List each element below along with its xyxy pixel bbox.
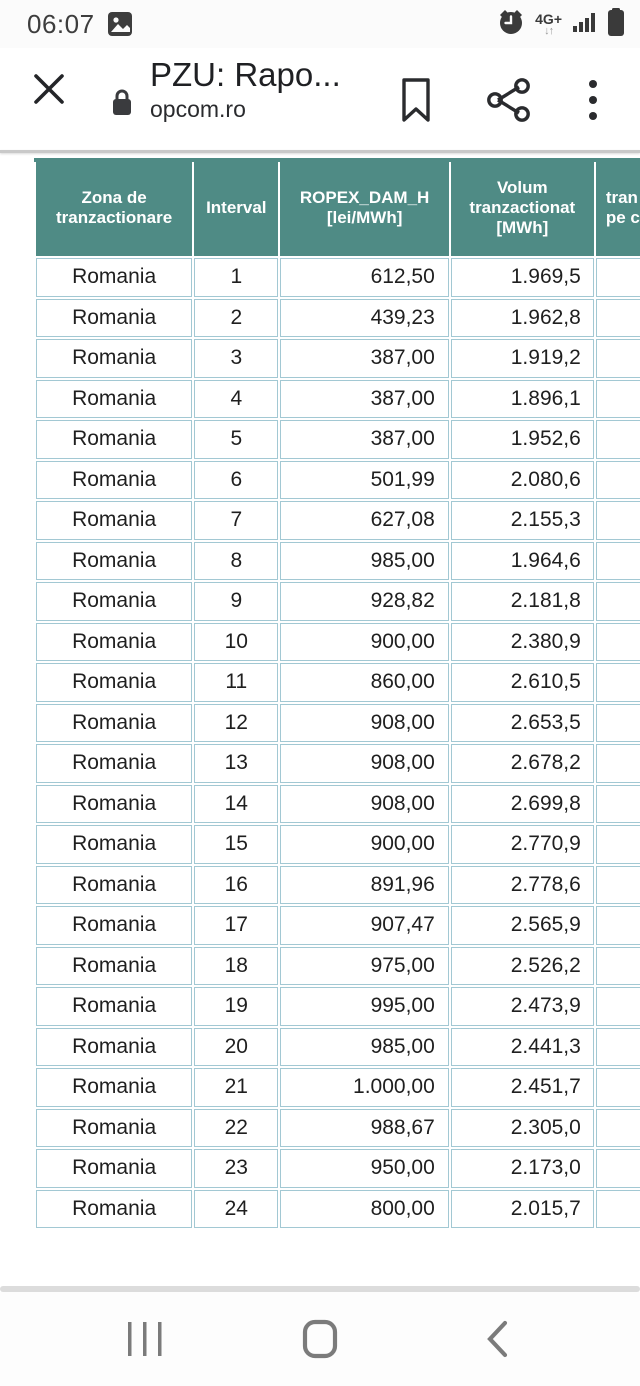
cell-zona: Romania [36,825,192,864]
cell-volume: 2.155,3 [451,501,594,540]
url-title-block[interactable] [150,56,380,123]
navigation-bar [0,1292,640,1386]
cell-interval: 20 [194,1028,278,1067]
cell-price: 439,23 [280,299,448,338]
cell-volume: 2.305,0 [451,1109,594,1148]
cell-extra [596,785,640,824]
table-row [36,461,640,500]
cell-price: 1.000,00 [280,1068,448,1107]
cell-zona: Romania [36,947,192,986]
table-row [36,299,640,338]
cell-interval: 16 [194,866,278,905]
col-header-partial: tran pe c [596,160,640,256]
network-4g-icon: 4G+ ↓↑ [535,10,562,37]
cell-price: 908,00 [280,704,448,743]
cell-extra [596,825,640,864]
recents-button[interactable] [95,1292,195,1386]
cell-extra [596,582,640,621]
table-row [36,947,640,986]
cell-zona: Romania [36,1190,192,1229]
cell-volume: 2.565,9 [451,906,594,945]
cell-extra [596,906,640,945]
cell-interval: 9 [194,582,278,621]
table-row [36,1068,640,1107]
cell-extra [596,1028,640,1067]
status-right-icons [496,0,626,48]
cell-price: 900,00 [280,623,448,662]
cell-price: 501,99 [280,461,448,500]
cell-volume: 2.181,8 [451,582,594,621]
cell-volume: 2.653,5 [451,704,594,743]
table-top-border [34,158,640,162]
cell-extra [596,987,640,1026]
cell-interval: 15 [194,825,278,864]
cell-interval: 2 [194,299,278,338]
cell-extra [596,1109,640,1148]
col-header-interval: Interval [194,160,278,256]
table-row [36,339,640,378]
cell-price: 985,00 [280,542,448,581]
cell-price: 387,00 [280,380,448,419]
cell-price: 387,00 [280,420,448,459]
cell-interval: 18 [194,947,278,986]
cell-extra [596,623,640,662]
cell-volume: 2.380,9 [451,623,594,662]
status-bar [0,0,640,48]
cell-zona: Romania [36,987,192,1026]
cell-zona: Romania [36,339,192,378]
cell-zona: Romania [36,866,192,905]
cell-zona: Romania [36,582,192,621]
cell-zona: Romania [36,258,192,297]
cell-volume: 2.473,9 [451,987,594,1026]
cell-interval: 7 [194,501,278,540]
cell-extra [596,461,640,500]
cell-volume: 2.678,2 [451,744,594,783]
cell-price: 387,00 [280,339,448,378]
cell-price: 612,50 [280,258,448,297]
cell-extra [596,1068,640,1107]
cell-extra [596,1190,640,1229]
cell-volume: 1.919,2 [451,339,594,378]
cell-zona: Romania [36,380,192,419]
cell-interval: 4 [194,380,278,419]
pzu-table [34,158,640,1230]
cell-extra [596,947,640,986]
cell-extra [596,420,640,459]
table-row [36,987,640,1026]
alarm-icon [496,7,526,42]
cell-zona: Romania [36,501,192,540]
table-row [36,501,640,540]
cell-zona: Romania [36,1149,192,1188]
cell-extra [596,866,640,905]
table-row [36,1028,640,1067]
cell-volume: 1.969,5 [451,258,594,297]
cell-volume: 2.778,6 [451,866,594,905]
toolbar-divider [0,150,640,153]
cell-extra [596,704,640,743]
table-header-row [36,160,640,256]
cell-interval: 21 [194,1068,278,1107]
cell-extra [596,299,640,338]
cell-zona: Romania [36,663,192,702]
cell-interval: 11 [194,663,278,702]
table-row [36,623,640,662]
table-row [36,906,640,945]
cell-price: 988,67 [280,1109,448,1148]
table-row [36,1109,640,1148]
table-row [36,866,640,905]
cell-volume: 1.964,6 [451,542,594,581]
cell-interval: 24 [194,1190,278,1229]
table-row [36,744,640,783]
cell-interval: 10 [194,623,278,662]
cell-price: 985,00 [280,1028,448,1067]
share-button[interactable] [486,74,532,131]
close-tab-button[interactable] [32,72,66,106]
cell-price: 907,47 [280,906,448,945]
bookmark-button[interactable] [398,74,434,131]
cell-interval: 19 [194,987,278,1026]
cell-interval: 22 [194,1109,278,1148]
cell-interval: 8 [194,542,278,581]
browser-toolbar [0,48,640,150]
cell-price: 995,00 [280,987,448,1026]
table-row [36,420,640,459]
cell-interval: 1 [194,258,278,297]
cell-volume: 2.610,5 [451,663,594,702]
cell-volume: 2.526,2 [451,947,594,986]
battery-icon [606,7,626,42]
cell-price: 627,08 [280,501,448,540]
cell-zona: Romania [36,542,192,581]
cell-volume: 2.441,3 [451,1028,594,1067]
cell-interval: 3 [194,339,278,378]
cell-zona: Romania [36,785,192,824]
cell-extra [596,258,640,297]
cell-volume: 2.770,9 [451,825,594,864]
cell-price: 975,00 [280,947,448,986]
lock-icon[interactable] [110,88,134,123]
cell-zona: Romania [36,704,192,743]
cell-extra [596,542,640,581]
cell-extra [596,663,640,702]
cell-zona: Romania [36,906,192,945]
page-title: PZU: Rapo... [150,56,341,93]
cell-price: 891,96 [280,866,448,905]
cell-interval: 5 [194,420,278,459]
cell-volume: 1.896,1 [451,380,594,419]
status-time: 06:07 [27,8,95,39]
cell-volume: 2.699,8 [451,785,594,824]
cell-interval: 12 [194,704,278,743]
cell-extra [596,1149,640,1188]
cell-volume: 2.451,7 [451,1068,594,1107]
page-domain: opcom.ro [150,96,246,122]
table-row [36,542,640,581]
table-row [36,1149,640,1188]
cell-price: 860,00 [280,663,448,702]
cell-extra [596,380,640,419]
cell-price: 950,00 [280,1149,448,1188]
cell-zona: Romania [36,420,192,459]
cell-zona: Romania [36,461,192,500]
cell-volume: 1.962,8 [451,299,594,338]
cell-zona: Romania [36,1068,192,1107]
signal-icon [571,9,597,40]
cell-price: 908,00 [280,785,448,824]
page-content[interactable] [34,158,640,1288]
cell-zona: Romania [36,1028,192,1067]
cell-zona: Romania [36,744,192,783]
cell-interval: 17 [194,906,278,945]
col-header-ropex: ROPEX_DAM_H [lei/MWh] [280,160,448,256]
cell-volume: 2.173,0 [451,1149,594,1188]
gallery-icon [107,11,133,37]
cell-volume: 2.080,6 [451,461,594,500]
cell-interval: 6 [194,461,278,500]
back-button[interactable] [447,1292,547,1386]
table-row [36,785,640,824]
cell-extra [596,339,640,378]
cell-interval: 13 [194,744,278,783]
table-row [36,582,640,621]
cell-price: 908,00 [280,744,448,783]
col-header-volum: Volum tranzactionat [MWh] [451,160,594,256]
cell-price: 900,00 [280,825,448,864]
home-button[interactable] [270,1292,370,1386]
table-row [36,663,640,702]
cell-extra [596,744,640,783]
cell-volume: 2.015,7 [451,1190,594,1229]
cell-zona: Romania [36,623,192,662]
col-header-zona: Zona de tranzactionare [36,160,192,256]
cell-zona: Romania [36,1109,192,1148]
cell-zona: Romania [36,299,192,338]
cell-price: 800,00 [280,1190,448,1229]
cell-extra [596,501,640,540]
cell-interval: 14 [194,785,278,824]
table-row [36,258,640,297]
cell-price: 928,82 [280,582,448,621]
menu-button[interactable] [583,74,603,131]
table-row [36,704,640,743]
table-row [36,825,640,864]
cell-volume: 1.952,6 [451,420,594,459]
table-row [36,1190,640,1229]
table-row [36,380,640,419]
cell-interval: 23 [194,1149,278,1188]
table-body [36,258,640,1228]
